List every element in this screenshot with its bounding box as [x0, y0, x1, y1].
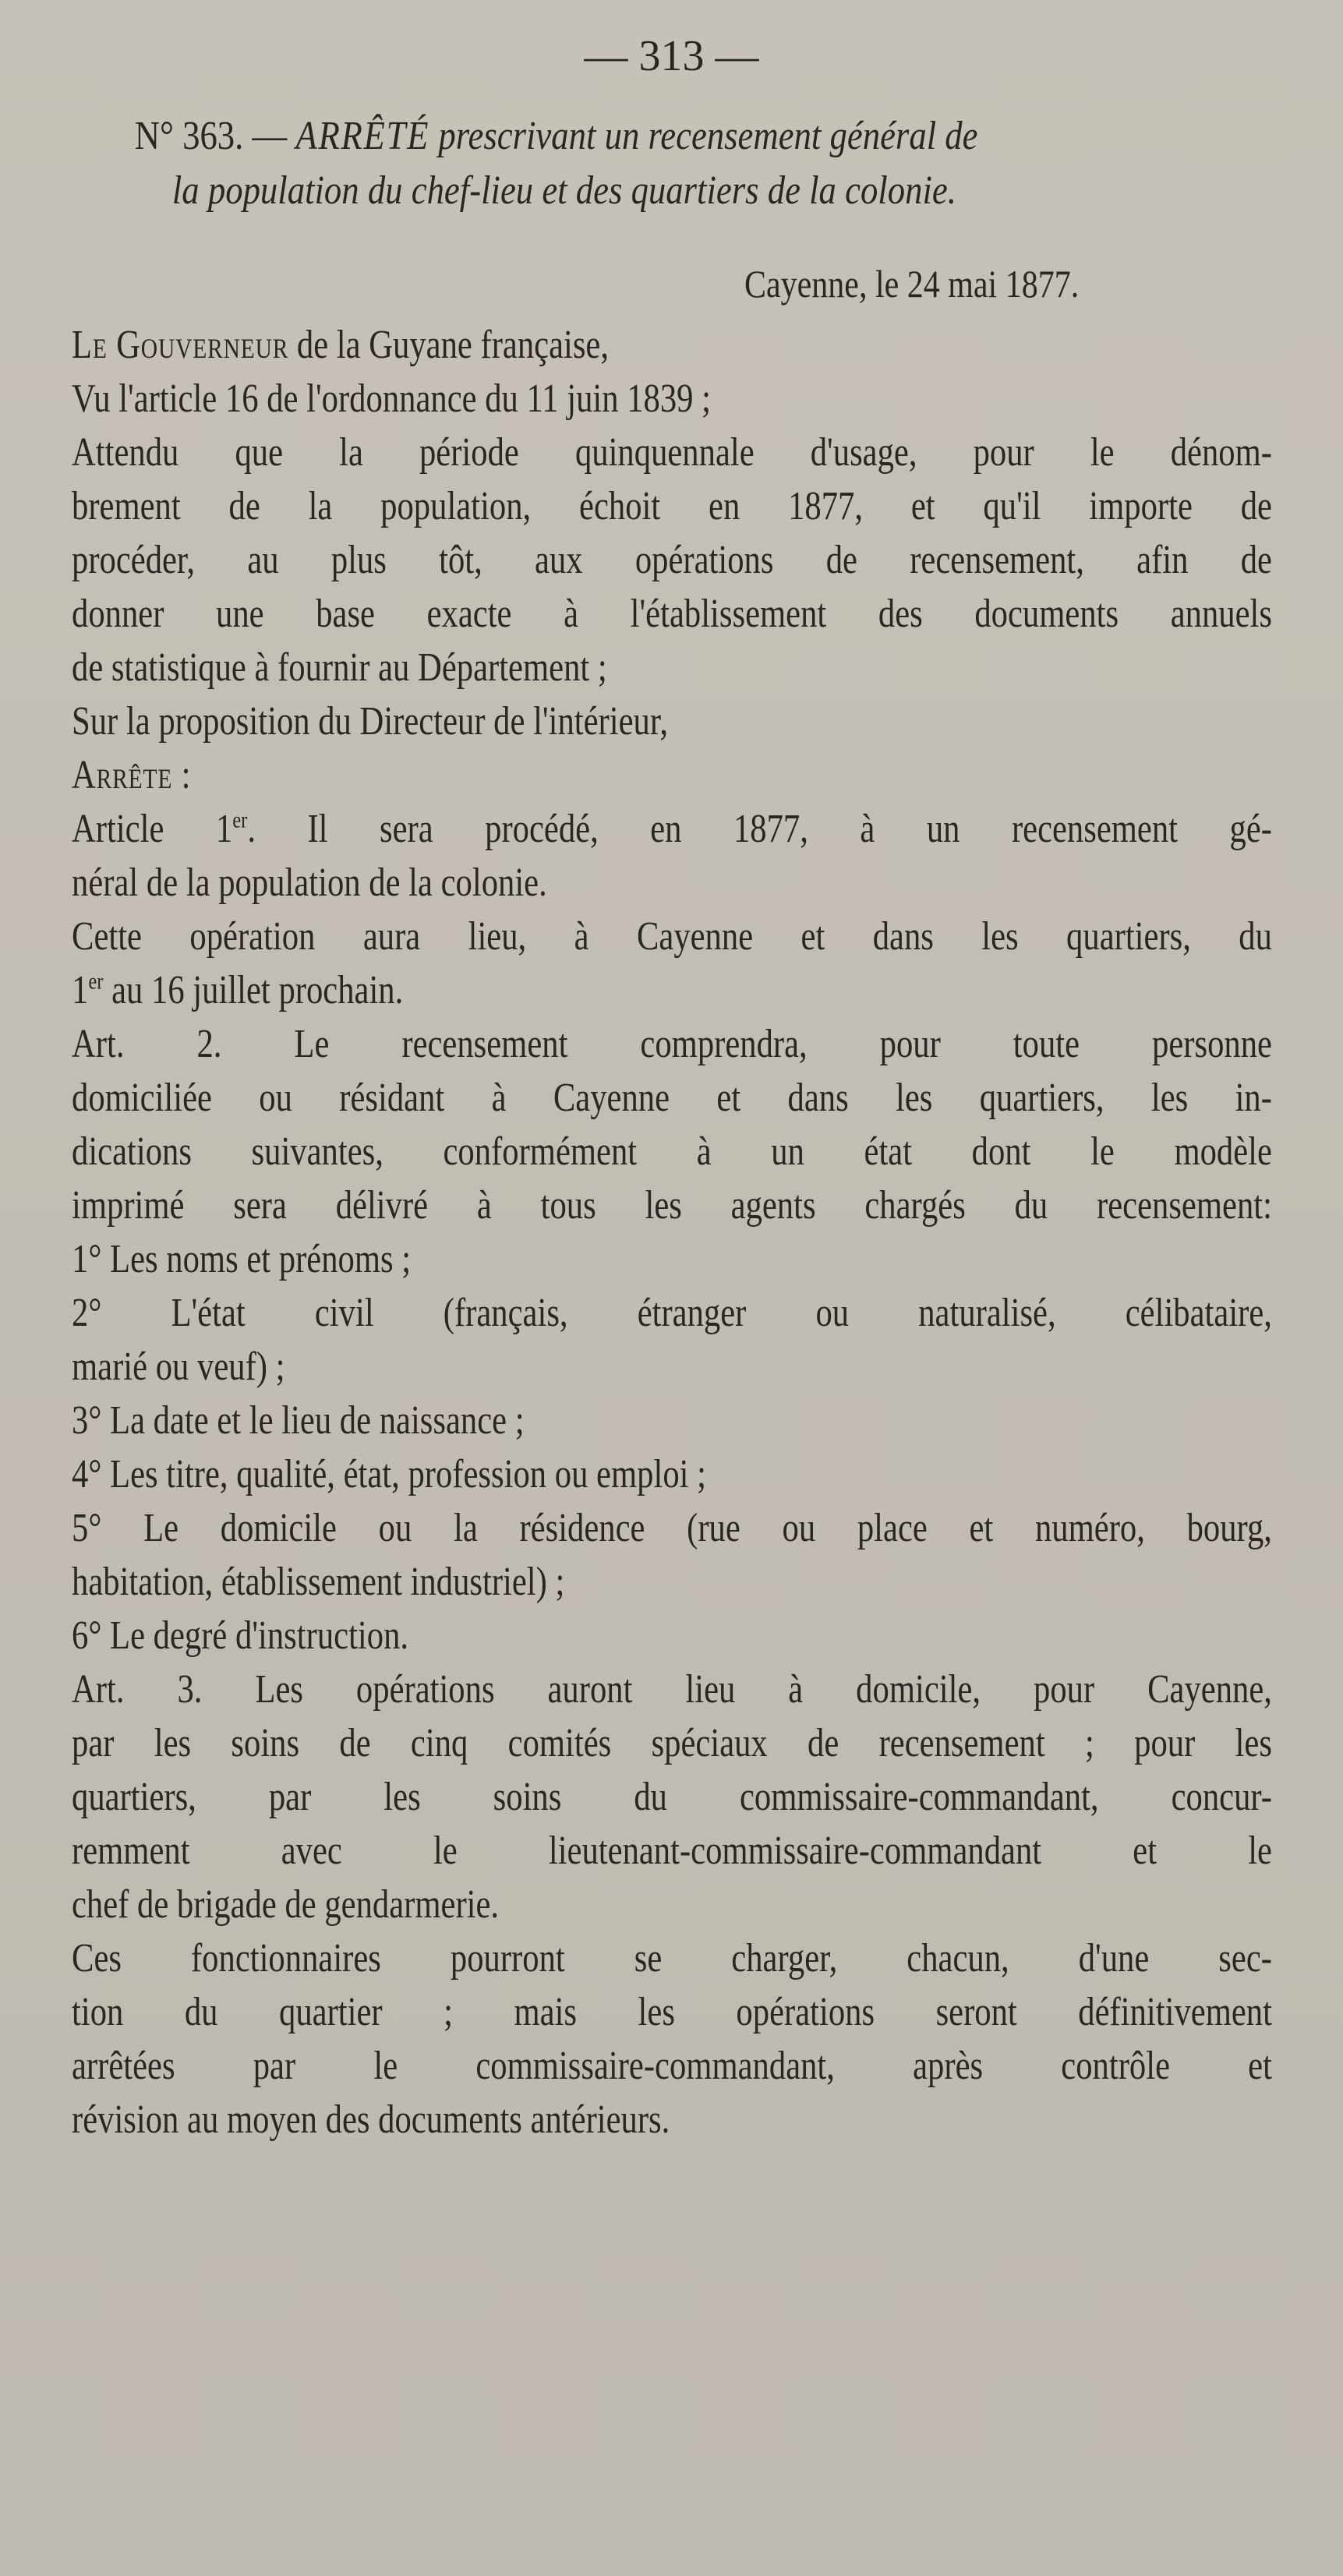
list-item-5-line-1: 5° Le domicile ou la résidence (rue ou place et numéro, bourg,	[72, 1506, 1272, 1550]
list-item-4: 4° Les titre, qualité, état, profession ou emploi ;	[72, 1452, 706, 1496]
list-item-2-line-2: marié ou veuf) ;	[72, 1345, 285, 1389]
list-item-1: 1° Les noms et prénoms ;	[72, 1237, 412, 1281]
cette-day: 1	[72, 968, 89, 1012]
art3-line-1: Art. 3. Les opérations auront lieu à domicile, pour Cayenne,	[72, 1667, 1272, 1712]
attendu-line-2: brement de la population, échoit en 1877, et qu'il importe de	[72, 484, 1272, 528]
governor-rest: de la Guyane française,	[288, 323, 610, 367]
list-item-6: 6° Le degré d'instruction.	[72, 1613, 409, 1658]
attendu-line-3: procéder, au plus tôt, aux opérations de recensement, afin de	[72, 538, 1272, 582]
sur-line: Sur la proposition du Directeur de l'intérieur,	[72, 699, 669, 744]
decree-body	[72, 318, 1272, 2147]
attendu-line-5: de statistique à fournir au Département ;	[72, 645, 607, 690]
ces-line-4: révision au moyen des documents antérieurs.	[72, 2097, 670, 2142]
vu-line: Vu l'article 16 de l'ordonnance du 11 juin 1839 ;	[72, 376, 712, 421]
decree-dash: —	[252, 114, 288, 158]
decree-title	[100, 109, 978, 218]
page-number: — 313 —	[584, 32, 759, 80]
art3-line-2: par les soins de cinq comités spéciaux de recensement ; pour les	[72, 1721, 1272, 1765]
list-item-3: 3° La date et le lieu de naissance ;	[72, 1398, 525, 1443]
arrete-heading: Arrête :	[72, 753, 192, 797]
decree-number: N° 363.	[134, 114, 244, 158]
list-item-2-line-1: 2° L'état civil (français, étranger ou naturalisé, célibataire,	[72, 1291, 1272, 1335]
decree-title-word: ARRÊTÉ	[295, 114, 430, 158]
art1-line-2: néral de la population de la colonie.	[72, 860, 547, 905]
decree-title-line-2: la population du chef-lieu et des quartiers de la colonie.	[171, 168, 956, 213]
ces-line-1: Ces fonctionnaires pourront se charger, chacun, d'une sec-	[72, 1936, 1272, 1981]
art3-line-5: chef de brigade de gendarmerie.	[72, 1882, 500, 1927]
cette-rest: au 16 juillet prochain.	[103, 968, 404, 1012]
ces-line-2: tion du quartier ; mais les opérations seront définitivement	[72, 1990, 1272, 2034]
art1-superscript: er	[232, 807, 248, 833]
governor-prefix: Le Gouverneur	[72, 323, 289, 367]
art2-line-2: domiciliée ou résidant à Cayenne et dans les quartiers, les in-	[72, 1076, 1272, 1120]
attendu-line-4: donner une base exacte à l'établissement des documents annuels	[72, 592, 1272, 636]
cette-line-2	[72, 963, 1272, 1017]
decree-title-line-1	[100, 109, 978, 164]
place-date: Cayenne, le 24 mai 1877.	[744, 262, 1080, 306]
list-item-5-line-2: habitation, établissement industriel) ;	[72, 1560, 565, 1604]
governor-line	[72, 318, 1272, 372]
art3-line-4: remment avec le lieutenant-commissaire-commandant et le	[72, 1829, 1272, 1873]
art2-line-4: imprimé sera délivré à tous les agents chargés du recensement:	[72, 1183, 1272, 1228]
cette-line-1: Cette opération aura lieu, à Cayenne et dans les quartiers, du	[72, 914, 1272, 959]
art1-label: Article 1	[72, 807, 233, 851]
art1-text: . Il sera procédé, en 1877, à un recensement gé-	[247, 807, 1272, 851]
cette-superscript: er	[88, 968, 104, 995]
attendu-line-1: Attendu que la période quinquennale d'usage, pour le dénom-	[72, 430, 1272, 475]
ces-line-3: arrêtées par le commissaire-commandant, après contrôle et	[72, 2044, 1272, 2088]
art1-line-1	[72, 802, 1272, 856]
art2-line-3: dications suivantes, conformément à un état dont le modèle	[72, 1129, 1272, 1174]
decree-title-rest: prescrivant un recensement général de	[438, 114, 978, 158]
art2-line-1: Art. 2. Le recensement comprendra, pour toute personne	[72, 1022, 1272, 1066]
art3-line-3: quartiers, par les soins du commissaire-commandant, concur-	[72, 1775, 1272, 1819]
